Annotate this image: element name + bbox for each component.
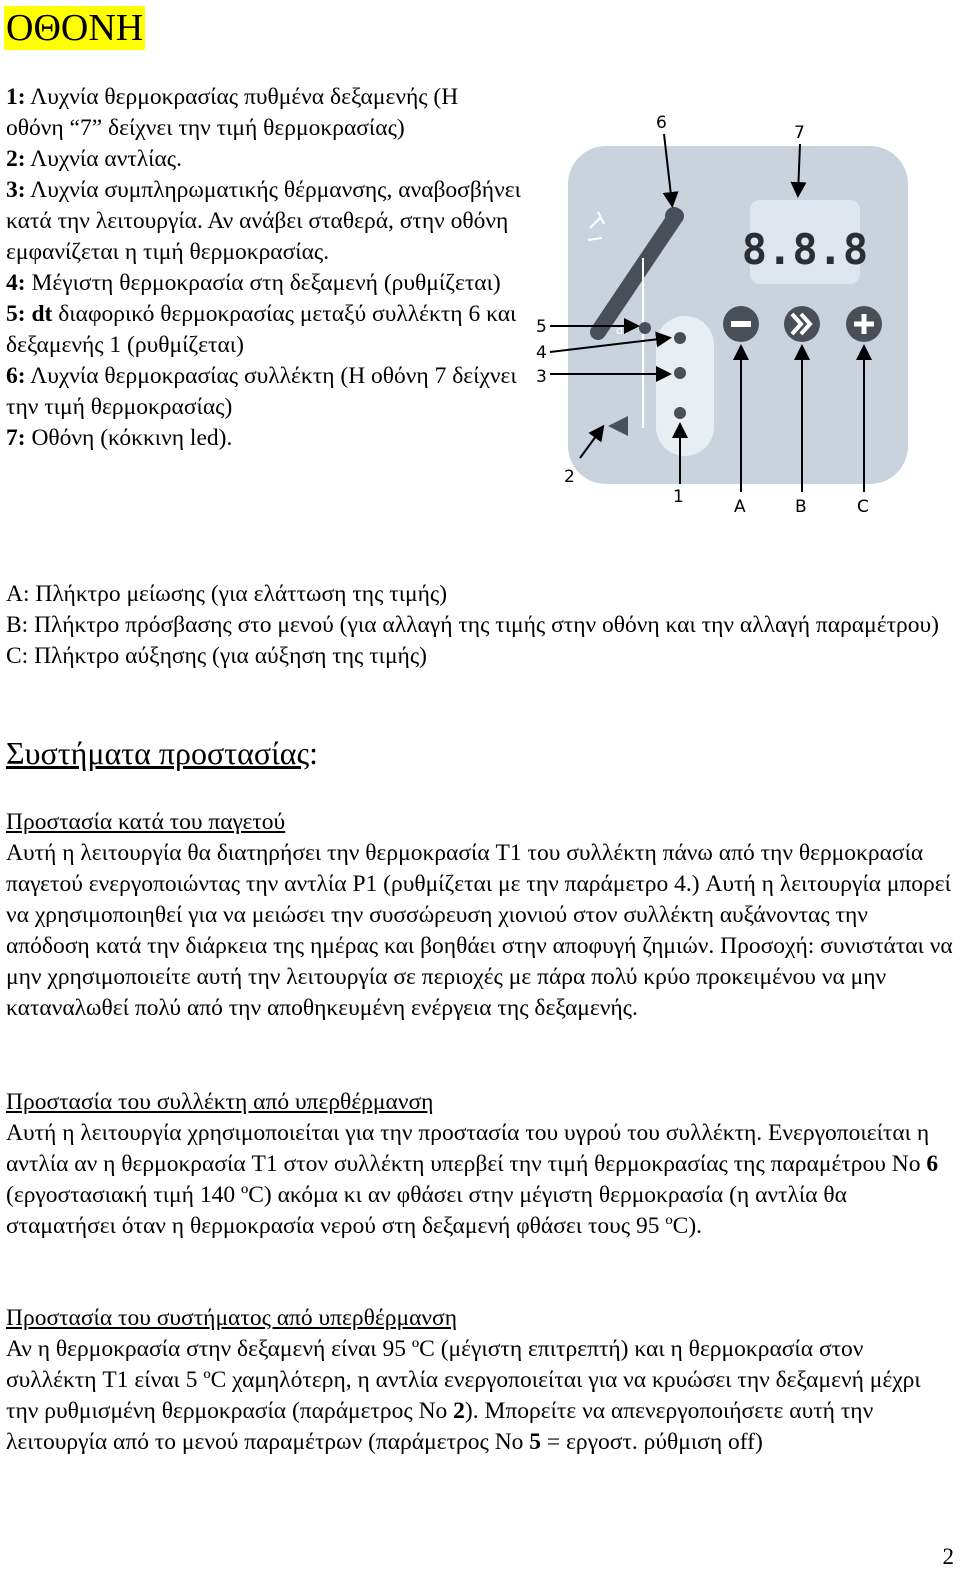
page-number: 2 <box>942 1544 954 1569</box>
legend-item: 7: Οθόνη (κόκκινη led). <box>6 425 233 451</box>
frost-protection-section <box>6 807 954 1024</box>
system-overheat-section <box>6 1303 954 1458</box>
callout-A: A <box>734 497 746 517</box>
legend-item: 5: dt διαφορικό θερμοκρασίας μεταξύ συλλέκτη 6 και δεξαμενής 1 (ρυθμίζεται) <box>6 301 517 358</box>
legend-item: 3: Λυχνία συμπληρωματικής θέρμανσης, αναβοσβήνει κατά την λειτουργία. Αν ανάβει σταθερά, στην οθόνη εμφανίζεται η τιμή θερμοκρασίας. <box>6 177 521 265</box>
callout-4: 4 <box>536 343 547 363</box>
legend-list <box>6 82 521 454</box>
collector-overheat-section <box>6 1087 954 1242</box>
section-text: Αν η θερμοκρασία στην δεξαμενή είναι 95 ºC (μέγιστη επιτρεπτή) και η θερμοκρασία στον συλλέκτη T1 είναι 5 ºC χαμηλότερη, η αντλία ενεργοποιείται για να κρυώσει την δεξαμενή μέχρι την ρυθμισμένη θερμοκρασία (παράμετρος Νο 2). Μπορείτε να απενεργοποιήσετε αυτή την λειτουργία από το μενού παραμέτρων (παράμετρος Νο 5 = εργοστ. ρύθμιση off) <box>6 1336 921 1455</box>
legend-item: 2: Λυχνία αντλίας. <box>6 146 182 172</box>
callout-1: 1 <box>673 487 684 507</box>
tank-bottom-led <box>674 407 686 419</box>
key-item: B: Πλήκτρο πρόσβασης στο μενού (για αλλαγή της τιμής στην οθόνη και την αλλαγή παραμέτρου) <box>6 612 939 638</box>
key-item: A: Πλήκτρο μείωσης (για ελάττωση της τιμής) <box>6 581 448 607</box>
protection-systems-title: Συστήματα προστασίας: <box>6 735 319 771</box>
callout-2: 2 <box>564 467 575 487</box>
callout-3: 3 <box>536 367 547 387</box>
heater-led <box>674 367 686 379</box>
page-title: ΟΘΟΝΗ <box>6 7 144 49</box>
plus-button[interactable] <box>846 306 882 342</box>
legend-item: 1: Λυχνία θερμοκρασίας πυθμένα δεξαμενής (Η οθόνη “7” δείχνει την τιμή θερμοκρασίας) <box>6 84 459 141</box>
callout-5: 5 <box>536 317 547 337</box>
callout-C: C <box>857 497 869 517</box>
section-heading: Προστασία του συλλέκτη από υπερθέρμανση <box>6 1089 434 1115</box>
legend-item: 6: Λυχνία θερμοκρασίας συλλέκτη (Η οθόνη 7 δείχνει την τιμή θερμοκρασίας) <box>6 363 517 420</box>
section-heading: Προστασία κατά του παγετού <box>6 809 286 835</box>
section-text: Αυτή η λειτουργία χρησιμοποιείται για την προστασία του υγρού του συλλέκτη. Ενεργοποιείται η αντλία αν η θερμοκρασία T1 στον συλλέκτη υπερβεί την τιμή θερμοκρασίας της παραμέτρου Νο 6 (εργοστασιακή τιμή 140 ºC) ακόμα κι αν φθάσει στην μέγιστη θερμοκρασία (η αντλία θα σταματήσει όταν η θερμοκρασία νερού στη δεξαμενή φθάσει τους 95 ºC). <box>6 1120 939 1239</box>
dt-led <box>639 322 651 334</box>
collector-led <box>665 207 683 225</box>
led-display-text: 8.8.8 <box>741 225 869 274</box>
minus-icon <box>731 321 751 327</box>
key-item: C: Πλήκτρο αύξησης (για αύξηση της τιμής) <box>6 643 427 669</box>
section-heading: Προστασία του συστήματος από υπερθέρμανση <box>6 1305 457 1331</box>
key-descriptions <box>6 579 954 672</box>
menu-button[interactable] <box>784 306 820 342</box>
callout-7: 7 <box>794 123 805 143</box>
minus-button[interactable] <box>723 306 759 342</box>
max-temp-led <box>674 332 686 344</box>
controller-panel-figure <box>528 108 948 528</box>
callout-B: B <box>795 497 807 517</box>
legend-item: 4: Μέγιστη θερμοκρασία στη δεξαμενή (ρυθμίζεται) <box>6 270 501 296</box>
section-text: Αυτή η λειτουργία θα διατηρήσει την θερμοκρασία T1 του συλλέκτη πάνω από την θερμοκρασία παγετού ενεργοποιώντας την αντλία P1 (ρυθμίζεται με την παράμετρο 4.) Αυτή η λειτουργία μπορεί να χρησιμοποιηθεί για να μειώσει την συσσώρευση χιονιού στον συλλέκτη αυξάνοντας την απόδοση κατά την διάρκεια της ημέρας και βοηθάει στην αποφυγή ζημιών. Προσοχή: συνιστάται να μην χρησιμοποιείτε αυτή την λειτουργία σε περιοχές με πάρα πολύ κρύο προκειμένου να μην καταναλωθεί πολύ από την αποθηκευμένη ενέργεια της δεξαμενής. <box>6 840 953 1021</box>
callout-6: 6 <box>656 113 667 133</box>
dt-label: dT <box>616 324 630 337</box>
